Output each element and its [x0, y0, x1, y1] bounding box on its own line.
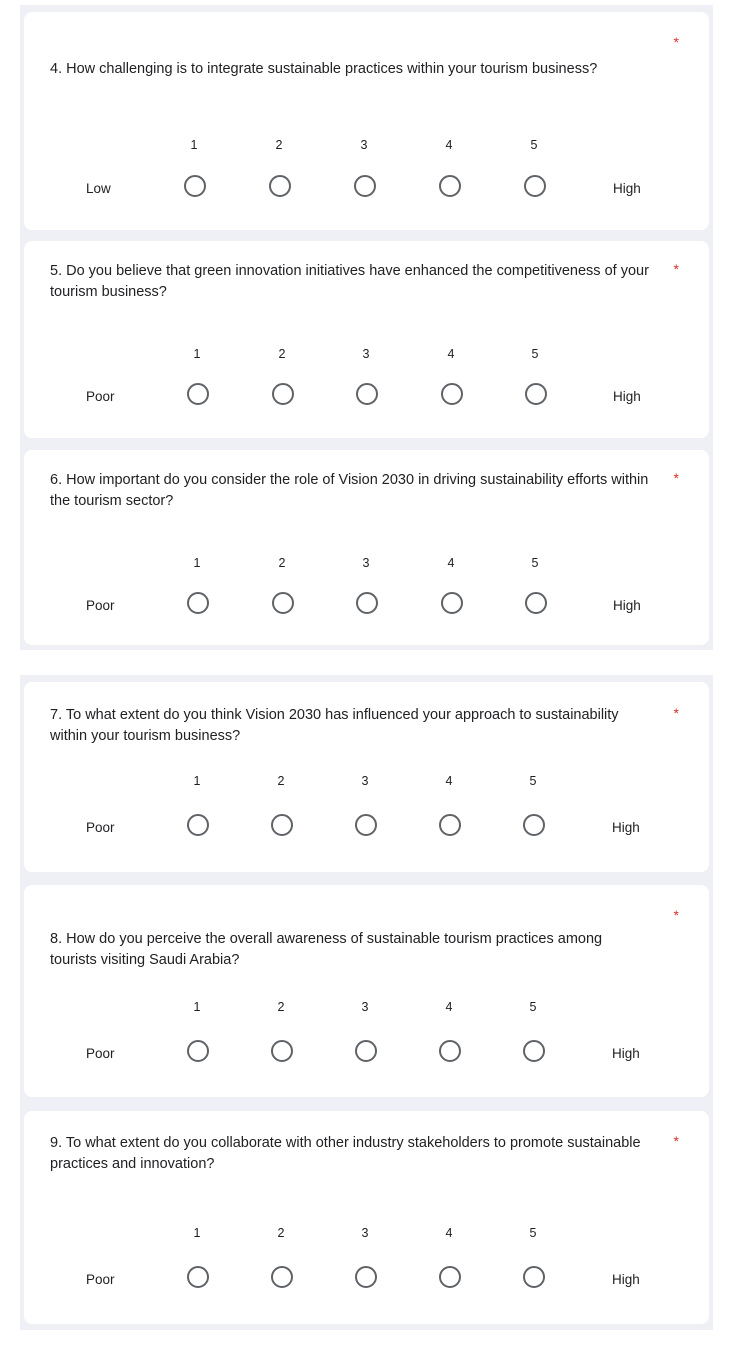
high-end-label: High [612, 820, 640, 835]
required-asterisk: * [673, 470, 679, 486]
scale-label-2: 2 [278, 556, 286, 570]
form-section-1 [20, 5, 713, 650]
scale-label-4: 4 [445, 138, 453, 152]
scale-label-1: 1 [193, 774, 201, 788]
high-end-label: High [612, 1046, 640, 1061]
required-asterisk: * [673, 907, 679, 923]
scale-label-5: 5 [531, 556, 539, 570]
radio-option-1[interactable] [184, 175, 206, 197]
radio-option-3[interactable] [355, 1040, 377, 1062]
radio-option-5[interactable] [525, 383, 547, 405]
question-card-7 [24, 682, 709, 872]
scale-label-1: 1 [190, 138, 198, 152]
radio-option-3[interactable] [356, 383, 378, 405]
question-title: 6. How important do you consider the role of Vision 2030 in driving sustainability efforts within the tourism sector? [50, 472, 649, 509]
scale-label-1: 1 [193, 556, 201, 570]
question-card-6 [24, 450, 709, 645]
question-title: 8. How do you perceive the overall awareness of sustainable tourism practices among tourists visiting Saudi Arabia? [50, 931, 603, 968]
required-asterisk: * [673, 1133, 679, 1149]
radio-option-4[interactable] [439, 1040, 461, 1062]
question-title: 5. Do you believe that green innovation initiatives have enhanced the competitiveness of your tourism business? [50, 263, 649, 300]
radio-option-1[interactable] [187, 383, 209, 405]
scale-label-3: 3 [361, 1226, 369, 1240]
required-asterisk: * [673, 705, 679, 721]
question-title: 9. To what extent do you collaborate with other industry stakeholders to promote sustainable practices and innovation? [50, 1135, 641, 1172]
scale-label-4: 4 [447, 556, 455, 570]
radio-option-4[interactable] [439, 175, 461, 197]
scale-label-5: 5 [530, 138, 538, 152]
scale-label-3: 3 [361, 1000, 369, 1014]
radio-option-5[interactable] [523, 1266, 545, 1288]
scale-label-3: 3 [362, 556, 370, 570]
scale-label-5: 5 [529, 1000, 537, 1014]
scale-label-3: 3 [360, 138, 368, 152]
radio-option-5[interactable] [524, 175, 546, 197]
required-asterisk: * [673, 261, 679, 277]
scale-label-2: 2 [275, 138, 283, 152]
radio-option-3[interactable] [355, 1266, 377, 1288]
radio-option-2[interactable] [272, 592, 294, 614]
high-end-label: High [613, 598, 641, 613]
scale-label-4: 4 [445, 1226, 453, 1240]
question-card-9 [24, 1111, 709, 1324]
radio-option-5[interactable] [525, 592, 547, 614]
form-section-2 [20, 675, 713, 1330]
scale-label-4: 4 [445, 1000, 453, 1014]
low-end-label: Poor [86, 1046, 115, 1061]
radio-option-3[interactable] [355, 814, 377, 836]
scale-label-5: 5 [531, 347, 539, 361]
question-title: 4. How challenging is to integrate sustainable practices within your tourism business? [50, 61, 598, 77]
radio-option-2[interactable] [269, 175, 291, 197]
radio-option-4[interactable] [439, 1266, 461, 1288]
low-end-label: Poor [86, 389, 115, 404]
radio-option-1[interactable] [187, 592, 209, 614]
scale-label-2: 2 [277, 774, 285, 788]
radio-option-3[interactable] [354, 175, 376, 197]
scale-label-1: 1 [193, 1000, 201, 1014]
high-end-label: High [613, 181, 641, 196]
low-end-label: Low [86, 181, 111, 196]
low-end-label: Poor [86, 820, 115, 835]
low-end-label: Poor [86, 598, 115, 613]
scale-label-2: 2 [278, 347, 286, 361]
question-card-4 [24, 12, 709, 230]
radio-option-2[interactable] [272, 383, 294, 405]
scale-label-1: 1 [193, 347, 201, 361]
scale-label-2: 2 [277, 1226, 285, 1240]
question-card-8 [24, 885, 709, 1097]
radio-option-4[interactable] [441, 592, 463, 614]
radio-option-4[interactable] [439, 814, 461, 836]
radio-option-1[interactable] [187, 814, 209, 836]
scale-label-3: 3 [362, 347, 370, 361]
scale-label-4: 4 [447, 347, 455, 361]
radio-option-1[interactable] [187, 1266, 209, 1288]
question-title: 7. To what extent do you think Vision 2030 has influenced your approach to sustainability within your tourism business? [50, 707, 619, 744]
scale-label-4: 4 [445, 774, 453, 788]
radio-option-1[interactable] [187, 1040, 209, 1062]
high-end-label: High [612, 1272, 640, 1287]
radio-option-2[interactable] [271, 1040, 293, 1062]
low-end-label: Poor [86, 1272, 115, 1287]
required-asterisk: * [673, 34, 679, 50]
radio-option-2[interactable] [271, 814, 293, 836]
radio-option-2[interactable] [271, 1266, 293, 1288]
scale-label-2: 2 [277, 1000, 285, 1014]
scale-label-5: 5 [529, 774, 537, 788]
radio-option-5[interactable] [523, 814, 545, 836]
radio-option-4[interactable] [441, 383, 463, 405]
high-end-label: High [613, 389, 641, 404]
scale-label-5: 5 [529, 1226, 537, 1240]
scale-label-1: 1 [193, 1226, 201, 1240]
scale-label-3: 3 [361, 774, 369, 788]
radio-option-5[interactable] [523, 1040, 545, 1062]
radio-option-3[interactable] [356, 592, 378, 614]
question-card-5 [24, 241, 709, 438]
